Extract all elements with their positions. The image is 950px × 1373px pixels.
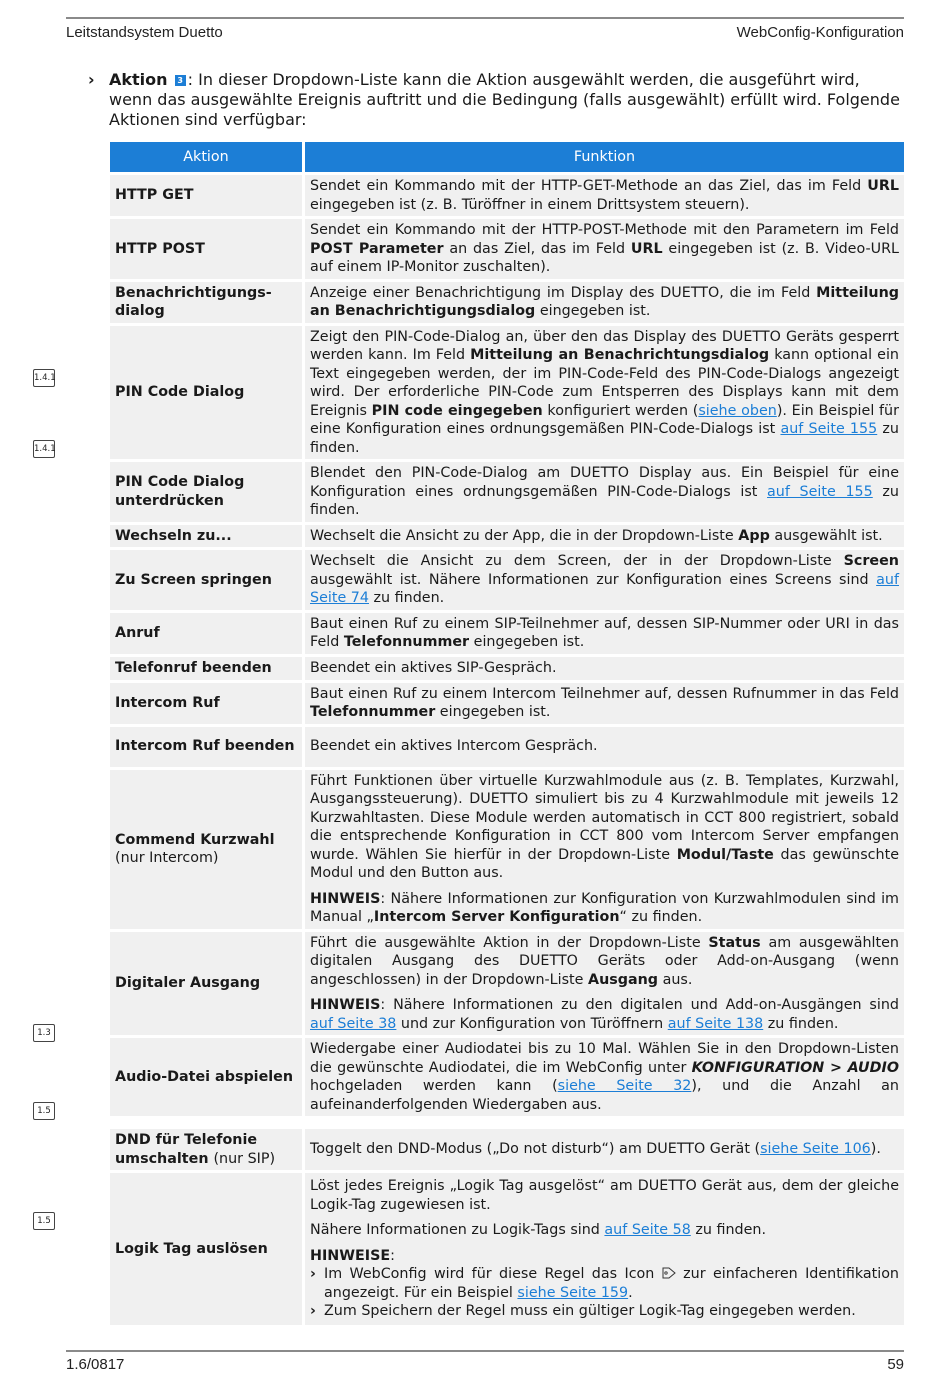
table-row: [110, 216, 904, 279]
chevron-right-icon: ›: [310, 1303, 316, 1320]
action-function: Beendet ein aktives SIP-Gespräch.: [305, 654, 904, 680]
table-row: [110, 459, 904, 522]
table-row: [110, 323, 904, 460]
chevron-right-icon: ›: [88, 70, 95, 89]
table-gap: [110, 1116, 904, 1126]
table-row: [110, 172, 904, 216]
intro-text: : In dieser Dropdown-Liste kann die Aktion ausgewählt werden, die ausgeführt wird, wenn das ausgewählte Ereignis auftritt und die Bedingung (falls ausgewählt) erfüllt wird. Folgende Aktionen sind verfügbar:: [109, 70, 900, 129]
action-function: Wechselt die Ansicht zu dem Screen, der in der Dropdown-Liste Screen ausgewählt ist. Nähere Informationen zur Konfiguration eines Screens sind auf Seite 74 zu finden.: [305, 547, 904, 610]
action-name: Logik Tag auslösen: [110, 1170, 305, 1325]
action-name: Wechseln zu...: [110, 522, 305, 548]
link-seite-138[interactable]: auf Seite 138: [667, 1015, 764, 1032]
footer-version: 1.6/0817: [66, 1356, 125, 1373]
page-number: 59: [887, 1356, 904, 1373]
link-seite-159[interactable]: siehe Seite 159: [517, 1284, 629, 1301]
intro-paragraph: [88, 70, 904, 130]
action-name: DND für Telefonie umschalten (nur SIP): [110, 1126, 305, 1170]
link-seite-74[interactable]: auf Seite 74: [310, 571, 899, 606]
link-seite-106[interactable]: siehe Seite 106: [760, 1141, 871, 1158]
footer-rule: [66, 1350, 904, 1352]
action-function: Baut einen Ruf zu einem Intercom Teilnehmer auf, dessen Rufnummer in das Feld Telefonnummer eingegeben ist.: [305, 680, 904, 724]
table-row: [110, 1126, 904, 1170]
action-function: Wiedergabe einer Audiodatei bis zu 10 Mal. Wählen Sie in den Dropdown-Listen die gewünschte Audiodatei, die im WebConfig unter KONFIGURATION > AUDIO hochgeladen werden kann (siehe Seite 32), und die Anzahl an aufeinanderfolgenden Wiedergaben aus.: [305, 1035, 904, 1116]
table-row: [110, 724, 904, 767]
action-name: Anruf: [110, 610, 305, 654]
actions-table: [110, 142, 904, 1325]
version-badge: 1.5: [33, 1102, 55, 1120]
table-row: [110, 929, 904, 1036]
action-name: Audio-Datei abspielen: [110, 1035, 305, 1116]
action-name: Digitaler Ausgang: [110, 929, 305, 1036]
hinweise-list: [310, 1265, 899, 1321]
link-seite-155[interactable]: auf Seite 155: [780, 421, 878, 437]
action-function: Zeigt den PIN-Code-Dialog an, über den das Display des DUETTO Geräts gesperrt werden kann. Im Feld Mitteilung an Benachrichtungsdialog kann optional ein Text eingegeben werden, der im PIN-Code-Feld des PIN-Code-Dialogs angezeigt wird. Der erforderliche PIN-Code zum Entsperren des Displays kann mit dem Ereignis PIN code eingegeben konfiguriert werden (siehe oben). Ein Beispiel für eine Konfiguration eines ordnungsgemäßen PIN-Code-Dialogs ist auf Seite 155 zu finden.: [305, 323, 904, 460]
action-function: Anzeige einer Benachrichtigung im Display des DUETTO, die im Feld Mitteilung an Benachrichtigungsdialog eingegeben ist.: [305, 279, 904, 323]
version-badge: 1.4.1: [33, 369, 55, 387]
link-seite-155[interactable]: auf Seite 155: [767, 483, 873, 500]
callout-badge: 3: [175, 75, 186, 86]
table-row: [110, 547, 904, 610]
action-name: HTTP GET: [110, 172, 305, 216]
action-function: Beendet ein aktives Intercom Gespräch.: [305, 724, 904, 767]
version-badge: 1.4.1: [33, 440, 55, 458]
table-row: [110, 1170, 904, 1325]
action-name: Intercom Ruf beenden: [110, 724, 305, 767]
version-badge: 1.3: [33, 1024, 55, 1042]
action-function: Sendet ein Kommando mit der HTTP-GET-Methode an das Ziel, das im Feld URL eingegeben ist (z. B. Türöffner in einem Drittsystem steuern).: [305, 172, 904, 216]
action-name: PIN Code Dialog: [110, 323, 305, 460]
list-item: › Im WebConfig wird für diese Regel das Icon zur einfacheren Identifikation angezeigt. Für ein Beispiel siehe Seite 159.: [310, 1266, 899, 1301]
action-function: Wechselt die Ansicht zu der App, die in der Dropdown-Liste App ausgewählt ist.: [305, 522, 904, 548]
table-row: [110, 680, 904, 724]
list-item: › Zum Speichern der Regel muss ein gültiger Logik-Tag eingegeben werden.: [310, 1303, 856, 1320]
table-row: [110, 1035, 904, 1116]
link-seite-32[interactable]: siehe Seite 32: [557, 1078, 692, 1094]
chevron-right-icon: ›: [310, 1266, 316, 1283]
version-badge: 1.5: [33, 1212, 55, 1230]
table-row: [110, 279, 904, 323]
table-row: [110, 522, 904, 548]
action-name: Intercom Ruf: [110, 680, 305, 724]
action-function: Führt die ausgewählte Aktion in der Dropdown-Liste Status am ausgewählten digitalen Ausgang des DUETTO Geräts oder Add-on-Ausgang (wenn angeschlossen) in der Dropdown-Liste Ausgang aus. HINWEIS: Nähere Informationen zu den digitalen und Add-on-Ausgängen sind auf Seite 38 und zur Konfiguration von Türöffnern auf Seite 138 zu finden.: [305, 929, 904, 1036]
action-name: Telefonruf beenden: [110, 654, 305, 680]
table-row: [110, 654, 904, 680]
tag-icon: [662, 1266, 676, 1282]
action-name: PIN Code Dialog unterdrücken: [110, 459, 305, 522]
intro-term: Aktion: [109, 70, 168, 89]
action-function: Toggelt den DND-Modus („Do not disturb“) am DUETTO Gerät (siehe Seite 106).: [305, 1126, 904, 1170]
column-header-aktion: Aktion: [110, 142, 305, 172]
action-name: Benachrichtigungs-dialog: [110, 279, 305, 323]
header-section: WebConfig-Konfiguration: [736, 24, 904, 41]
link-siehe-oben[interactable]: siehe oben: [698, 402, 777, 419]
action-function: Sendet ein Kommando mit der HTTP-POST-Methode mit den Parametern im Feld POST Parameter an das Ziel, das im Feld URL eingegeben ist (z. B. Video-URL auf einem IP-Monitor zuschalten).: [305, 216, 904, 279]
table-row: [110, 610, 904, 654]
column-header-funktion: Funktion: [305, 142, 904, 172]
action-name: Zu Screen springen: [110, 547, 305, 610]
action-function: Führt Funktionen über virtuelle Kurzwahlmodule aus (z. B. Templates, Kurzwahl, Ausgangssteuerung). DUETTO simuliert bis zu 4 Kurzwahlmodule mit jeweils 12 Kurzwahltasten. Diese Module werden automatisch in CCT 800 registriert, sobald die entsprechende Konfiguration in CCT 800 vom Intercom Server empfangen wurde. Wählen Sie hierfür in der Dropdown-Liste Modul/Taste das gewünschte Modul und den Button aus. HINWEIS: Nähere Informationen zur Konfiguration von Kurzwahlmodulen sind im Manual „Intercom Server Konfiguration“ zu finden.: [305, 767, 904, 929]
action-function: Blendet den PIN-Code-Dialog am DUETTO Display aus. Ein Beispiel für eine Konfiguration eines ordnungsgemäßen PIN-Code-Dialogs ist auf Seite 155 zu finden.: [305, 459, 904, 522]
action-name: HTTP POST: [110, 216, 305, 279]
link-seite-58[interactable]: auf Seite 58: [604, 1222, 691, 1239]
header-title: Leitstandsystem Duetto: [66, 24, 223, 41]
link-seite-38[interactable]: auf Seite 38: [310, 1015, 397, 1032]
action-name: Commend Kurzwahl (nur Intercom): [110, 767, 305, 929]
action-function: Löst jedes Ereignis „Logik Tag ausgelöst“ am DUETTO Gerät aus, dem der gleiche Logik-Tag zugewiesen ist. Nähere Informationen zu Logik-Tags sind auf Seite 58 zu finden. HINWEISE: › Im WebConfig wird für diese Regel das Icon zur einfacheren Identifikation angezeigt. Für ein Beispiel siehe Seite 159. › Zum Speichern der Regel muss ein gültiger Logik-Tag eingegeben werden.: [305, 1170, 904, 1325]
header-rule: [66, 17, 904, 19]
table-row: [110, 767, 904, 929]
action-function: Baut einen Ruf zu einem SIP-Teilnehmer auf, dessen SIP-Nummer oder URI in das Feld Telefonnummer eingegeben ist.: [305, 610, 904, 654]
